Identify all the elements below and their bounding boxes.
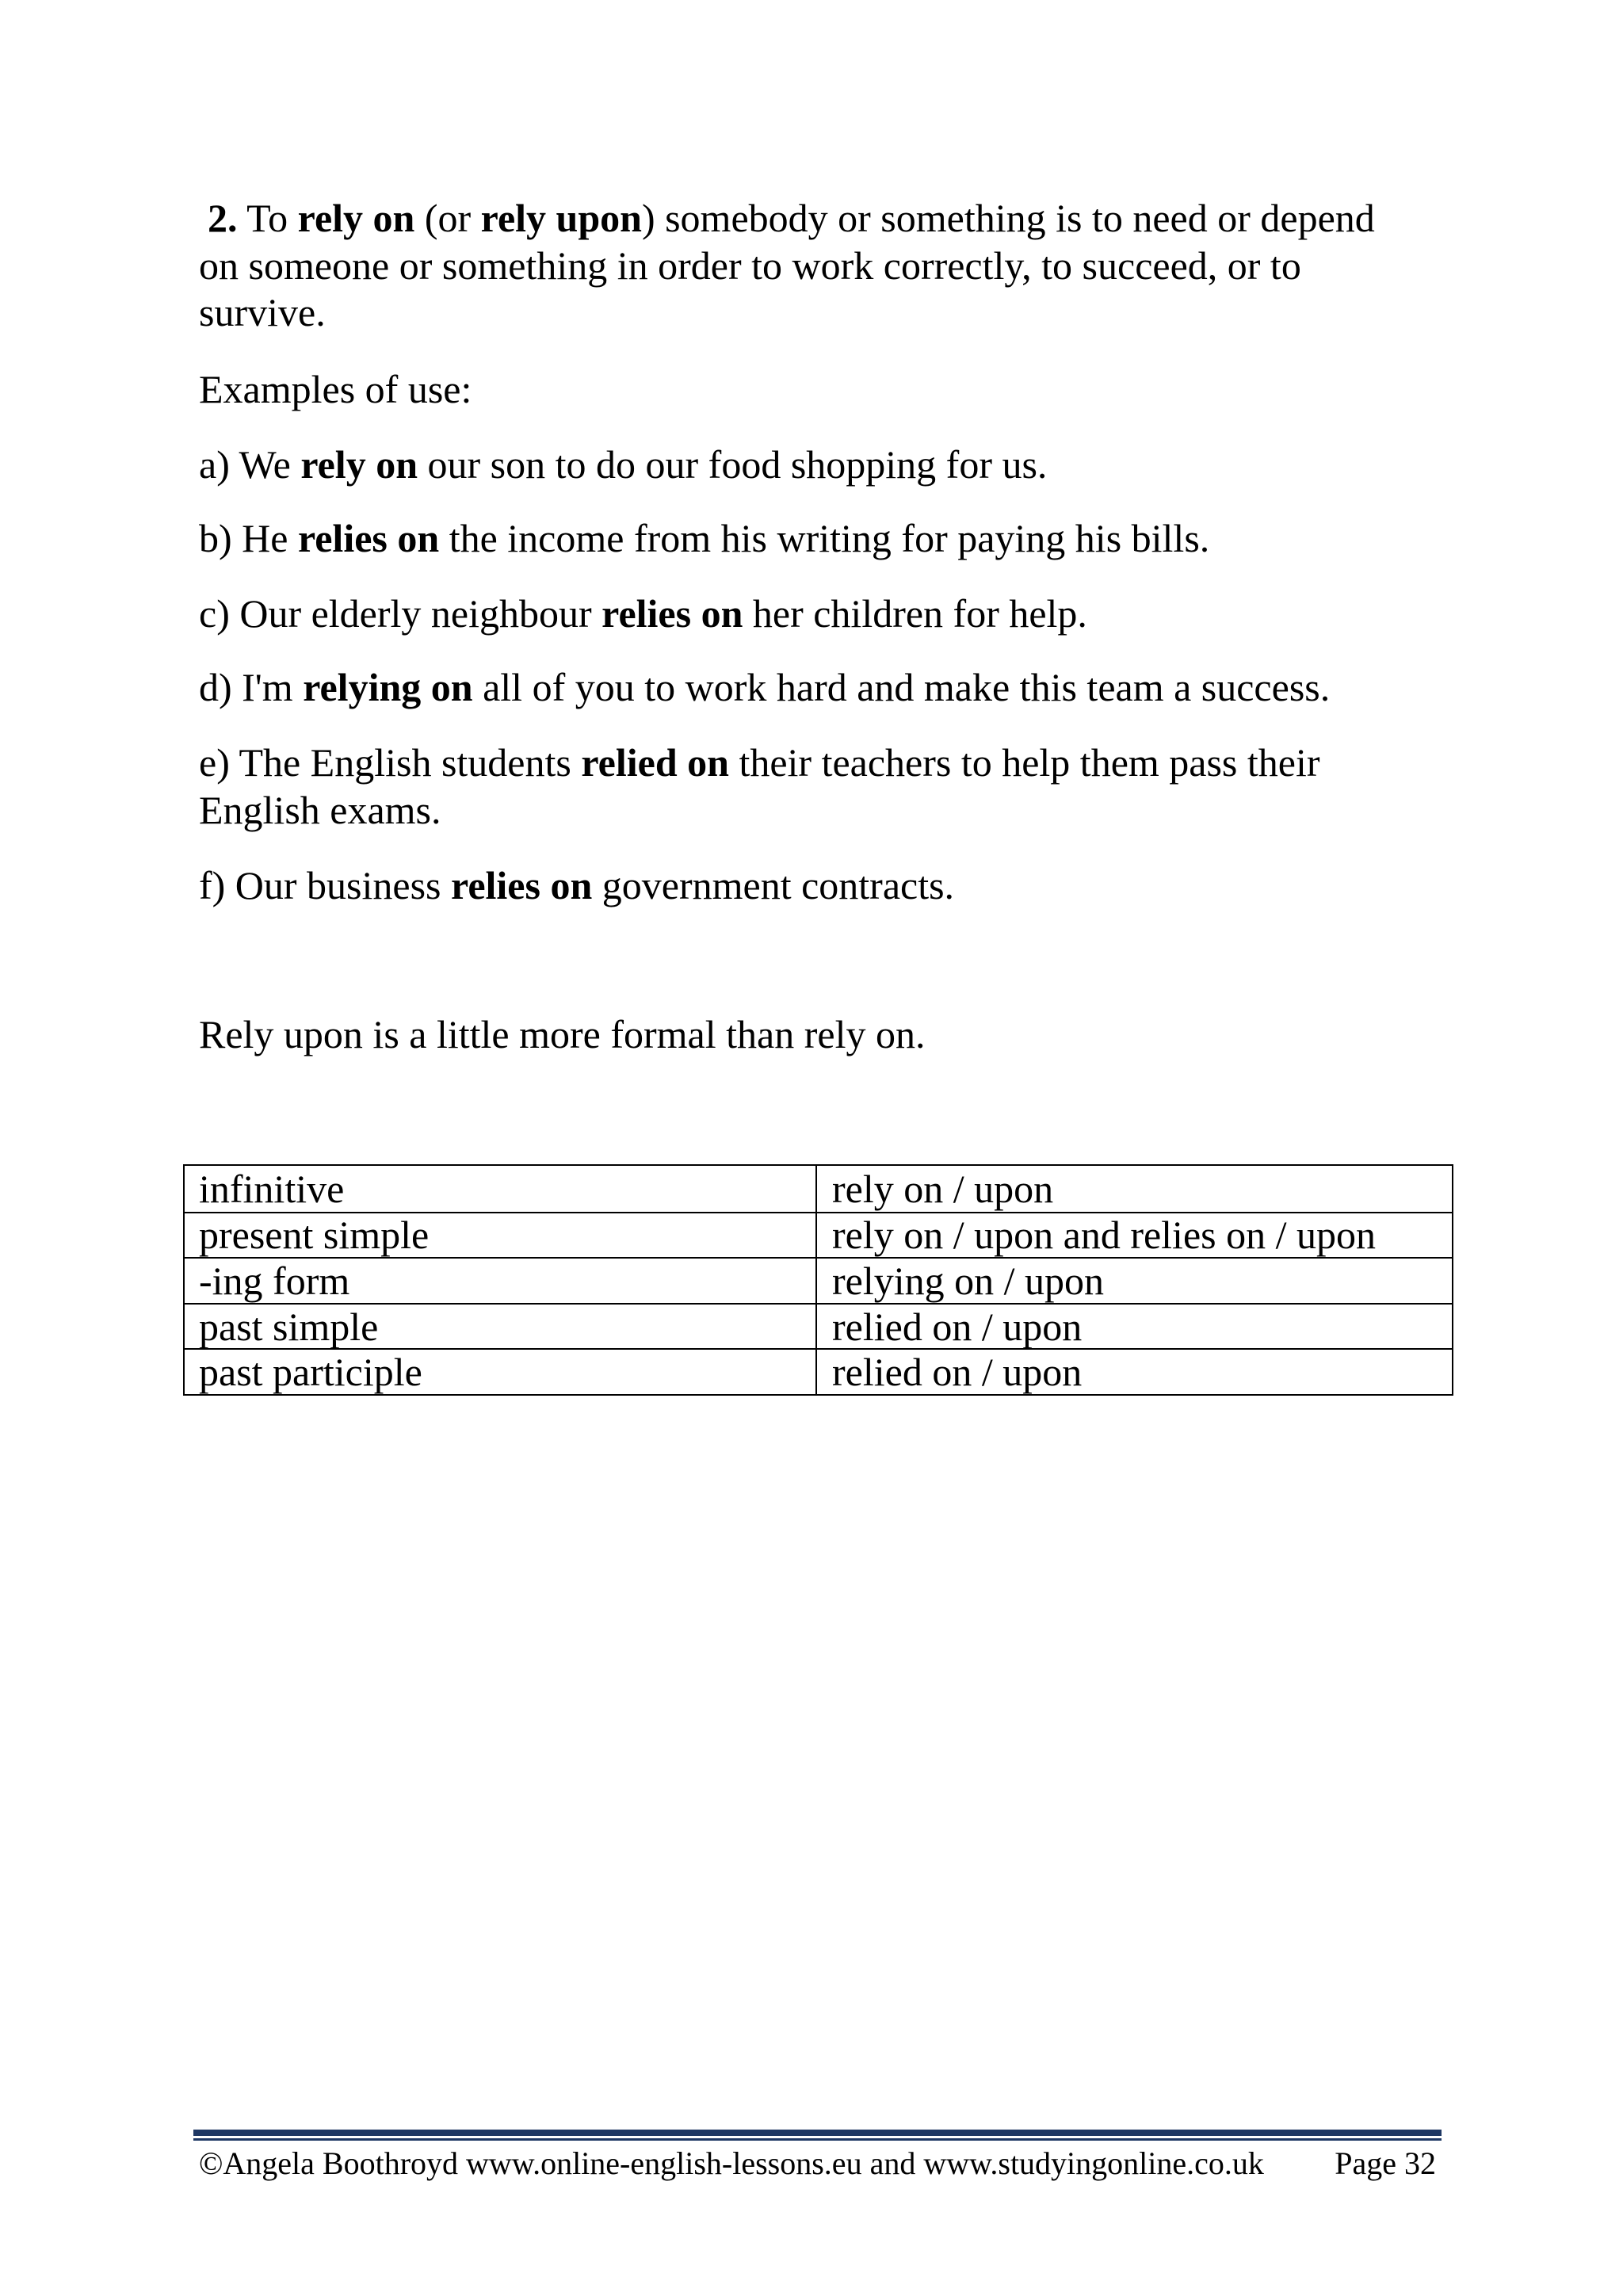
- form-name-cell: -ing form: [185, 1259, 817, 1303]
- definition-text: ) somebody or something is to need or depend: [641, 196, 1375, 240]
- formality-note: [199, 1011, 925, 1059]
- table-row: [185, 1257, 1452, 1303]
- example-text: c) Our elderly neighbour: [199, 591, 602, 636]
- table-row: [185, 1166, 1452, 1212]
- example-term: relies on: [451, 863, 593, 907]
- example-b: [199, 515, 1209, 563]
- table-row: [185, 1212, 1452, 1258]
- example-text: e) The English students: [199, 740, 582, 785]
- definition-text: (or: [414, 196, 481, 240]
- footer-rule-thick: [193, 2130, 1442, 2136]
- definition-text: survive.: [199, 290, 326, 335]
- note-text: Rely upon is a little more formal than rely on.: [199, 1012, 926, 1056]
- form-value-cell: relied on / upon: [832, 1304, 1083, 1349]
- examples-heading: [199, 366, 472, 414]
- form-value-cell: relied on / upon: [832, 1350, 1083, 1394]
- example-text: the income from his writing for paying his bills.: [439, 516, 1210, 560]
- example-line: [199, 590, 1087, 638]
- definition-paragraph: [199, 195, 1375, 337]
- form-name-cell: present simple: [185, 1213, 817, 1258]
- definition-line: [199, 289, 1375, 337]
- example-line: [199, 787, 1320, 835]
- term-rely-on: rely on: [297, 196, 415, 240]
- example-text: all of you to work hard and make this team a success.: [472, 665, 1331, 709]
- definition-text: on someone or something in order to work correctly, to succeed, or to: [199, 243, 1301, 288]
- examples-heading-line: [199, 366, 472, 414]
- table-row: [185, 1348, 1452, 1394]
- page-number: Page 32: [1335, 2145, 1436, 2181]
- definition-text: To: [237, 196, 298, 240]
- examples-heading-text: Examples of use:: [199, 367, 472, 411]
- example-text: government contracts.: [592, 863, 955, 907]
- example-a: [199, 441, 1047, 489]
- example-line: [199, 862, 954, 910]
- example-line: [199, 664, 1330, 712]
- example-text: b) He: [199, 516, 298, 560]
- example-text: English exams.: [199, 787, 441, 832]
- verb-forms-table: [183, 1164, 1453, 1396]
- form-name-cell: infinitive: [185, 1166, 817, 1212]
- example-term: relies on: [601, 591, 743, 636]
- example-e: [199, 739, 1320, 834]
- example-term: rely on: [300, 442, 418, 487]
- example-c: [199, 590, 1087, 638]
- footer-rule-thin: [193, 2138, 1442, 2141]
- table-row: [185, 1303, 1452, 1349]
- example-text: their teachers to help them pass their: [728, 740, 1320, 785]
- form-value-cell: rely on / upon: [832, 1166, 1054, 1211]
- form-value-cell: rely on / upon and relies on / upon: [832, 1213, 1376, 1258]
- item-number: 2.: [208, 196, 238, 240]
- term-rely-upon: rely upon: [480, 196, 642, 240]
- example-d: [199, 664, 1330, 712]
- definition-line: [199, 243, 1375, 290]
- example-text: f) Our business: [199, 863, 452, 907]
- form-value-cell: relying on / upon: [832, 1259, 1105, 1303]
- example-text: our son to do our food shopping for us.: [418, 442, 1048, 487]
- example-term: relying on: [303, 665, 473, 709]
- example-term: relied on: [581, 740, 729, 785]
- note-line: [199, 1011, 925, 1059]
- footer-copyright: ©Angela Boothroyd www.online-english-lessons.eu and www.studyingonline.co.uk: [199, 2145, 1264, 2181]
- form-name-cell: past simple: [185, 1305, 817, 1349]
- definition-line: [199, 195, 1375, 243]
- example-text: her children for help.: [743, 591, 1087, 636]
- form-name-cell: past participle: [185, 1350, 817, 1394]
- example-f: [199, 862, 954, 910]
- example-line: [199, 515, 1209, 563]
- example-line: [199, 739, 1320, 787]
- example-term: relies on: [297, 516, 440, 560]
- example-line: [199, 441, 1047, 489]
- example-text: d) I'm: [199, 665, 304, 709]
- example-text: a) We: [199, 442, 301, 487]
